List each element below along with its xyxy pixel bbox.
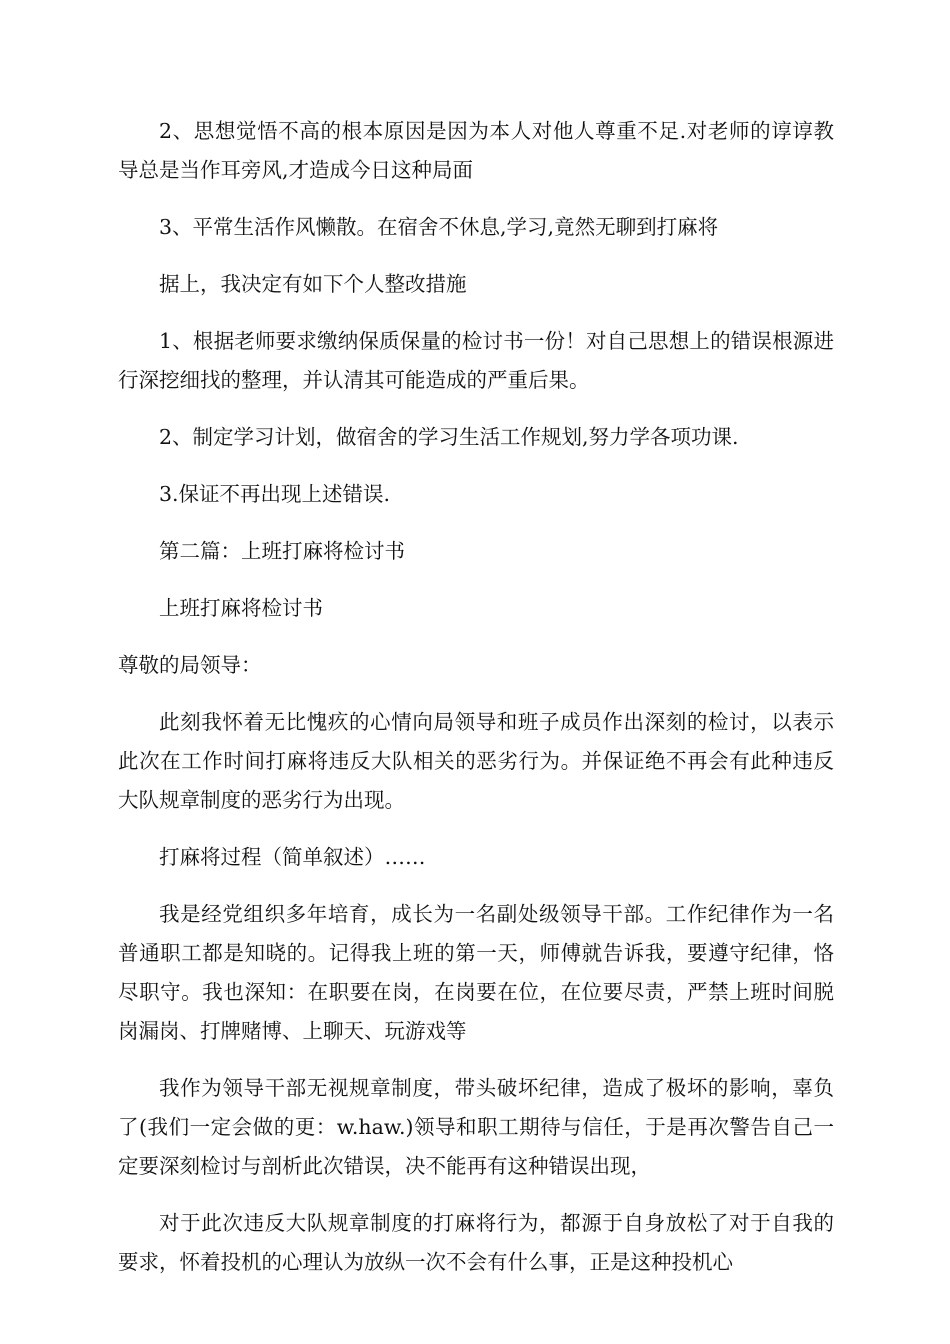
paragraph: 2、制定学习计划，做宿舍的学习生活工作规划,努力学各项功课. — [159, 425, 739, 449]
salutation: 尊敬的局领导： — [118, 653, 262, 677]
document-body — [118, 112, 834, 1300]
paragraph: 此刻我怀着无比愧疚的心情向局领导和班子成员作出深刻的检讨，以表示此次在工作时间打麻将违反大队相关的恶劣行为。并保证绝不再会有此种违反大队规章制度的恶劣行为出现。 — [118, 710, 834, 812]
paragraph: 1、根据老师要求缴纳保质保量的检讨书一份！对自己思想上的错误根源进行深挖细找的整理，并认清其可能造成的严重后果。 — [118, 329, 834, 392]
document-title: 上班打麻将检讨书 — [159, 596, 323, 620]
paragraph: 3.保证不再出现上述错误. — [159, 482, 391, 506]
paragraph: 我作为领导干部无视规章制度，带头破坏纪律，造成了极坏的影响，辜负了(我们一定会做的更：w.haw.)领导和职工期待与信任，于是再次警告自己一定要深刻检讨与剖析此次错误，决不能再有这种错误出现， — [118, 1076, 834, 1178]
paragraph: 我是经党组织多年培育，成长为一名副处级领导干部。工作纪律作为一名普通职工都是知晓的。记得我上班的第一天，师傅就告诉我，要遵守纪律，恪尽职守。我也深知：在职要在岗，在岗要在位，在位要尽责，严禁上班时间脱岗漏岗、打牌赌博、上聊天、玩游戏等 — [118, 902, 834, 1043]
paragraph: 据上，我决定有如下个人整改措施 — [159, 272, 467, 296]
paragraph: 打麻将过程（简单叙述）…… — [159, 845, 426, 869]
paragraph: 对于此次违反大队规章制度的打麻将行为，都源于自身放松了对于自我的要求，怀着投机的心理认为放纵一次不会有什么事，正是这种投机心 — [118, 1211, 834, 1274]
section-heading: 第二篇：上班打麻将检讨书 — [159, 539, 405, 563]
paragraph: 3、平常生活作风懒散。在宿舍不休息,学习,竟然无聊到打麻将 — [159, 215, 719, 239]
paragraph: 2、思想觉悟不高的根本原因是因为本人对他人尊重不足.对老师的谆谆教导总是当作耳旁风,才造成今日这种局面 — [118, 119, 834, 182]
